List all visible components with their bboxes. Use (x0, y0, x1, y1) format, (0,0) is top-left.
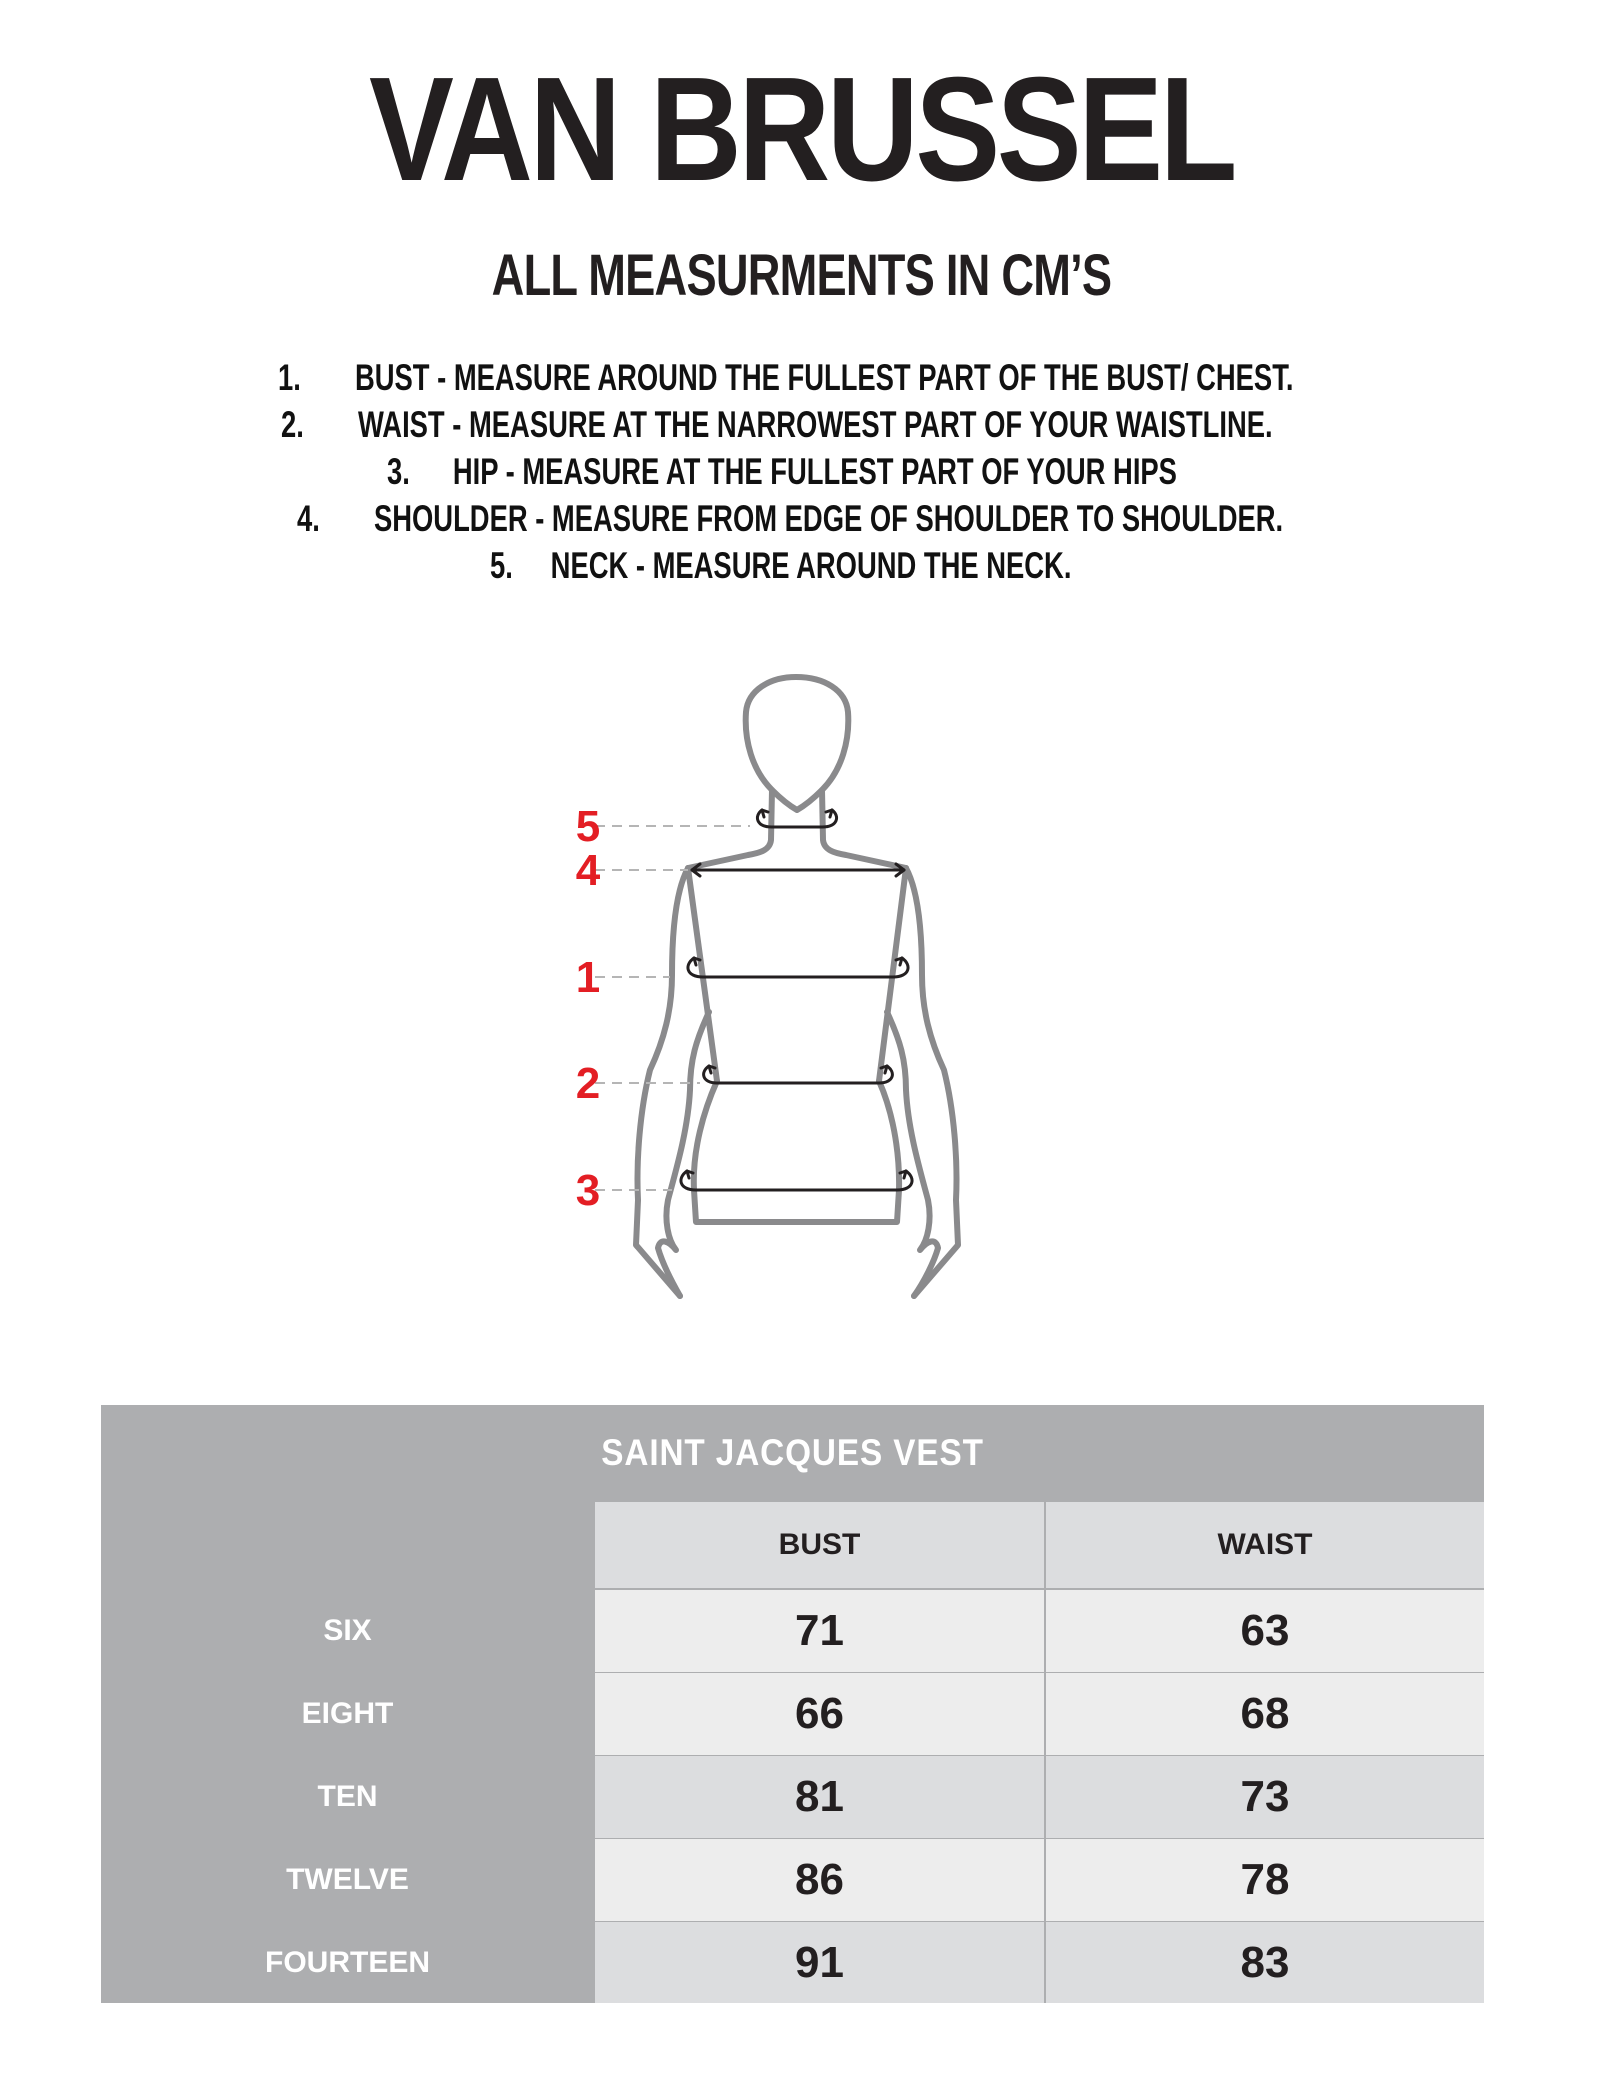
instruction-number: 2. (281, 404, 304, 445)
table-title: SAINT JACQUES VEST (601, 1432, 984, 1473)
column-header-bust: BUST (595, 1502, 1044, 1588)
instruction-text: BUST - MEASURE AROUND THE FULLEST PART OF THE BUST/ CHEST. (354, 357, 1294, 398)
size-label: EIGHT (101, 1673, 594, 1755)
neck-marker-label: 5 (575, 802, 601, 851)
bust-value: 66 (595, 1673, 1044, 1755)
bust-value: 91 (595, 1922, 1044, 2003)
instruction-number: 1. (278, 357, 301, 398)
instruction-item (0, 448, 1603, 495)
waist-value: 63 (1046, 1590, 1484, 1672)
column-header-waist: WAIST (1046, 1502, 1484, 1588)
waist-value: 68 (1046, 1673, 1484, 1755)
size-label: TWELVE (101, 1839, 594, 1921)
bust-value: 71 (595, 1590, 1044, 1672)
table-row (101, 1673, 1484, 1755)
bust-value: 86 (595, 1839, 1044, 1921)
instruction-item (0, 401, 1603, 448)
bust-value: 81 (595, 1756, 1044, 1838)
mannequin-outline-icon (560, 660, 1000, 1320)
instruction-number: 5. (490, 545, 513, 586)
table-row (101, 1922, 1484, 2003)
body-measurement-diagram (560, 660, 1000, 1320)
waist-value: 73 (1046, 1756, 1484, 1838)
shoulder-marker-label: 4 (575, 846, 601, 895)
size-chart-table (101, 1405, 1484, 2003)
table-column-headers (595, 1502, 1484, 1588)
instruction-text: SHOULDER - MEASURE FROM EDGE OF SHOULDER TO SHOULDER. (373, 498, 1284, 539)
table-row (101, 1839, 1484, 1921)
measurement-instructions (0, 354, 1603, 589)
size-label: TEN (101, 1756, 594, 1838)
table-row (101, 1756, 1484, 1838)
instruction-text: WAIST - MEASURE AT THE NARROWEST PART OF YOUR WAISTLINE. (357, 404, 1273, 445)
instruction-item (0, 542, 1603, 589)
bust-marker-label: 1 (575, 953, 601, 1002)
instruction-text: NECK - MEASURE AROUND THE NECK. (550, 545, 1072, 586)
instruction-text: HIP - MEASURE AT THE FULLEST PART OF YOUR HIPS (452, 451, 1177, 492)
size-label: SIX (101, 1590, 594, 1672)
hip-marker-label: 3 (575, 1166, 601, 1215)
waist-marker-label: 2 (575, 1059, 601, 1108)
units-subtitle: ALL MEASURMENTS IN CM’S (491, 243, 1112, 308)
instruction-item (0, 495, 1603, 542)
instruction-number: 4. (297, 498, 320, 539)
table-row (101, 1590, 1484, 1672)
instruction-number: 3. (387, 451, 410, 492)
instruction-item (0, 354, 1603, 401)
waist-value: 83 (1046, 1922, 1484, 2003)
size-label: FOURTEEN (101, 1922, 594, 2003)
brand-title: VAN BRUSSEL (369, 47, 1234, 212)
waist-value: 78 (1046, 1839, 1484, 1921)
